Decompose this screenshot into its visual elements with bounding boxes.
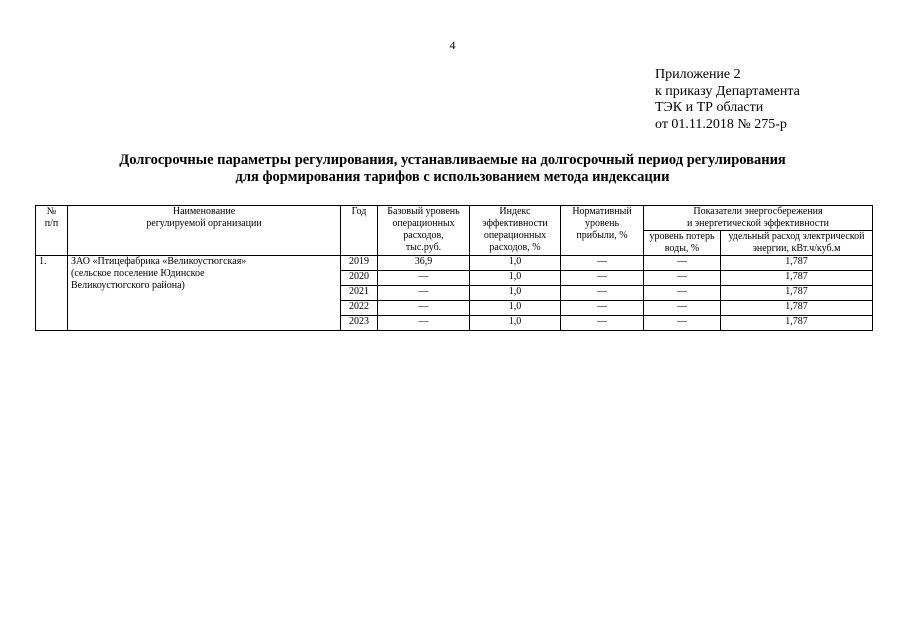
appendix-line: к приказу Департамента: [655, 83, 800, 99]
appendix-line: от 01.11.2018 № 275-р: [655, 116, 787, 132]
page-number: 4: [449, 38, 456, 52]
efficiency-index-cell: 1,0: [470, 301, 561, 316]
header-text: и энергетической эффективности: [687, 218, 829, 229]
header-text: прибыли, %: [576, 230, 628, 241]
org-name-line: Великоустюгского района): [71, 280, 185, 291]
header-text: регулируемой организации: [146, 218, 262, 229]
header-profit-level: [561, 206, 644, 256]
org-name-cell: [68, 256, 341, 331]
title-line: Долгосрочные параметры регулирования, устанавливаемые на долгосрочный период регулирования: [119, 152, 786, 168]
header-text: №: [46, 206, 57, 217]
water-loss-cell: —: [644, 301, 721, 316]
header-water-loss: [644, 231, 721, 256]
efficiency-index-cell: 1,0: [470, 271, 561, 286]
water-loss-cell: —: [644, 271, 721, 286]
base-level-cell: —: [378, 286, 470, 301]
header-text: тыс.руб.: [405, 242, 442, 253]
efficiency-index-cell: 1,0: [470, 286, 561, 301]
power-use-cell: 1,787: [721, 286, 873, 301]
year-cell: 2022: [341, 301, 378, 316]
org-name-line: ЗАО «Птицефабрика «Великоустюгская»: [71, 256, 247, 267]
base-level-cell: —: [378, 301, 470, 316]
power-use-cell: 1,787: [721, 256, 873, 271]
power-use-cell: 1,787: [721, 271, 873, 286]
header-text: Наименование: [172, 206, 236, 217]
org-name-line: (сельское поселение Юдинское: [71, 268, 205, 279]
header-text: энергии, кВт.ч/куб.м: [752, 243, 841, 254]
table-row: [36, 256, 873, 271]
header-energy-group: [644, 206, 873, 231]
document-title: [0, 152, 905, 186]
header-row: [36, 206, 873, 231]
header-org-name: [68, 206, 341, 256]
profit-level-cell: —: [561, 271, 644, 286]
year-cell: 2019: [341, 256, 378, 271]
header-year: Год: [341, 206, 378, 256]
org-number-cell: 1.: [36, 256, 68, 331]
power-use-cell: 1,787: [721, 316, 873, 331]
water-loss-cell: —: [644, 256, 721, 271]
header-text: расходов, %: [489, 242, 541, 253]
header-text: воды, %: [664, 243, 700, 254]
water-loss-cell: —: [644, 286, 721, 301]
profit-level-cell: —: [561, 286, 644, 301]
header-text: расходов,: [403, 230, 444, 241]
header-text: уровень потерь: [649, 231, 715, 242]
profit-level-cell: —: [561, 256, 644, 271]
parameters-table: [35, 205, 873, 331]
base-level-cell: —: [378, 271, 470, 286]
header-power-use: [721, 231, 873, 256]
title-line: для формирования тарифов с использованием метода индексации: [235, 169, 670, 185]
header-num: [36, 206, 68, 256]
power-use-cell: 1,787: [721, 301, 873, 316]
header-text: операционных: [483, 230, 547, 241]
header-text: Базовый уровень: [387, 206, 460, 217]
year-cell: 2023: [341, 316, 378, 331]
header-text: удельный расход электрической: [728, 231, 865, 242]
appendix-line: ТЭК и ТР области: [655, 100, 764, 115]
profit-level-cell: —: [561, 301, 644, 316]
year-cell: 2021: [341, 286, 378, 301]
header-text: Индекс: [499, 206, 531, 217]
profit-level-cell: —: [561, 316, 644, 331]
header-text: эффективности: [482, 218, 548, 229]
header-text: Нормативный: [572, 206, 632, 217]
base-level-cell: —: [378, 316, 470, 331]
appendix-line: Приложение 2: [655, 67, 741, 82]
header-base-level: [378, 206, 470, 256]
header-efficiency-index: [470, 206, 561, 256]
efficiency-index-cell: 1,0: [470, 316, 561, 331]
header-text: операционных: [392, 218, 455, 229]
base-level-cell: 36,9: [378, 256, 470, 271]
efficiency-index-cell: 1,0: [470, 256, 561, 271]
year-cell: 2020: [341, 271, 378, 286]
appendix-header: [655, 67, 800, 133]
header-text: Показатели энергосбережения: [693, 206, 823, 217]
header-text: п/п: [44, 218, 59, 229]
water-loss-cell: —: [644, 316, 721, 331]
header-text: уровень: [584, 218, 619, 229]
